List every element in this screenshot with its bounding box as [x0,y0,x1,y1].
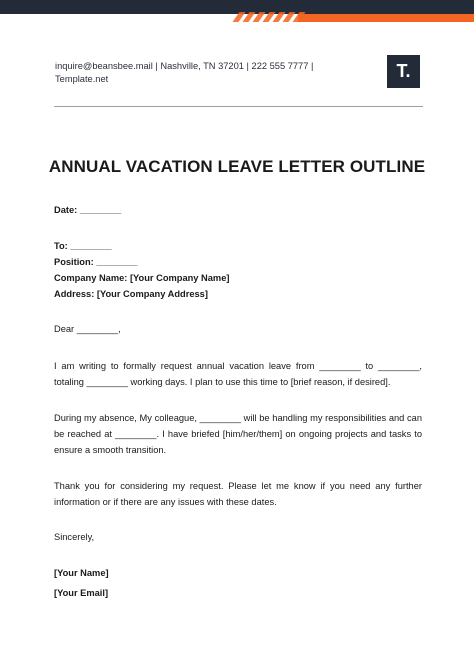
paragraph-coverage: During my absence, My colleague, ________ will be handling my responsibilities and can be reached at ________. I have briefed [him/her/them] on ongoing projects and tasks to ensure a smooth transition. [54,413,422,456]
address-field: Address: [Your Company Address] [54,289,208,299]
to-field: To: ________ [54,241,112,251]
salutation: Dear ________, [54,324,121,334]
closing: Sincerely, [54,532,95,542]
company-name-field: Company Name: [Your Company Name] [54,273,230,283]
contact-website: Template.net [55,73,109,84]
paragraph-thanks: Thank you for considering my request. Please let me know if you need any further information or if there are any issues with these dates. [54,481,422,508]
signature-name: [Your Name] [54,568,109,578]
header-bar [0,0,474,22]
contact-line: inquire@beansbee.mail | Nashville, TN 37201 | 222 555 7777 | [55,61,314,71]
header-stripes-decoration [232,12,304,22]
contact-info [55,60,345,85]
date-field: Date: ________ [54,205,122,215]
header-divider [54,106,423,107]
header-bar-accent [298,14,474,22]
signature-email: [Your Email] [54,588,109,598]
document-title: ANNUAL VACATION LEAVE LETTER OUTLINE [48,157,426,176]
position-field: Position: ________ [54,257,138,267]
company-logo: T. [387,55,420,88]
paragraph-request: I am writing to formally request annual vacation leave from ________ to ________, totaling ________ working days. I plan to use this time to [brief reason, if desired]. [54,361,422,388]
